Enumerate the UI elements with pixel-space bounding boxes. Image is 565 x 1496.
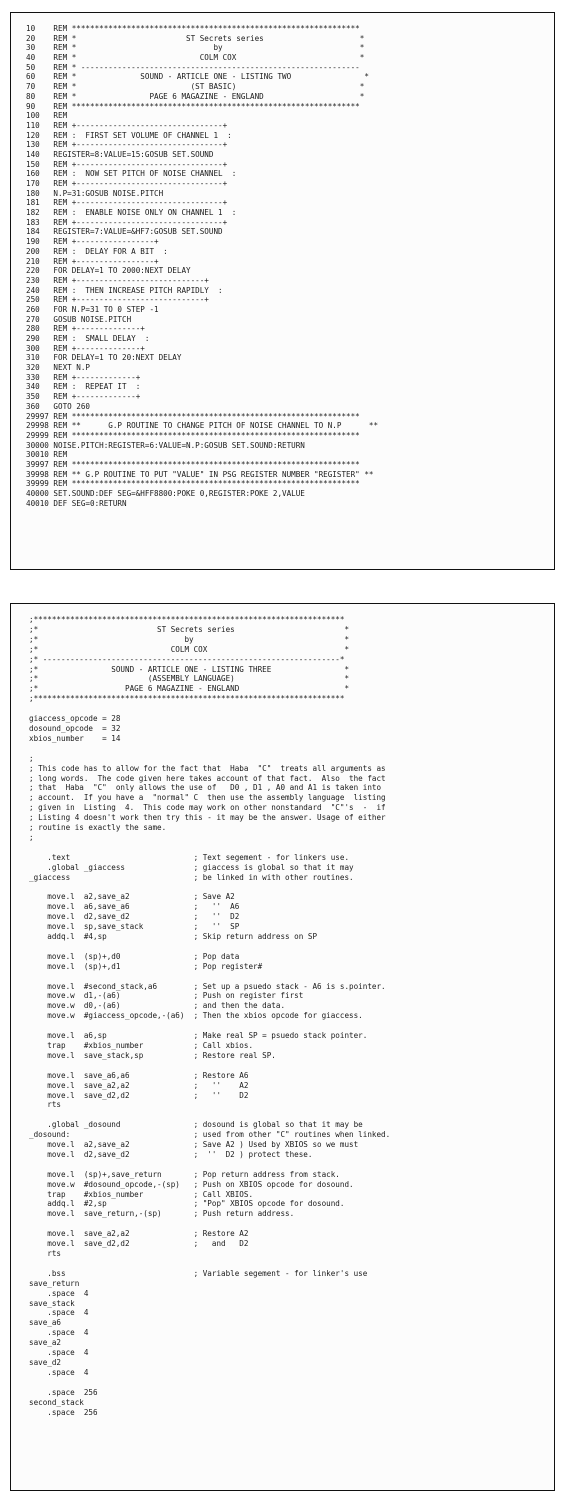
code-line: ;* -----------------------------------------------------------------*: [29, 654, 345, 664]
code-line: 30000 NOISE.PITCH:REGISTER=6:VALUE=N.P:GOSUB SET.SOUND:RETURN: [26, 440, 305, 450]
code-line: move.l save_a2,a2 ; Restore A2: [29, 1229, 249, 1239]
listing-two-code: [26, 24, 378, 508]
code-line: 70 REM * (ST BASIC) *: [26, 82, 365, 92]
code-line: ; This code has to allow for the fact that Haba "C" treats all arguments as: [29, 763, 386, 773]
code-line: addq.l #4,sp ; Skip return address on SP: [29, 932, 318, 941]
code-line: 20 REM * ST Secrets series *: [26, 33, 365, 43]
code-line: move.w #dosound_opcode,-(sp) ; Push on XBIOS opcode for dosound.: [29, 1179, 354, 1189]
code-line: ;********************************************************************: [29, 694, 345, 704]
code-line: ;********************************************************************: [29, 615, 345, 624]
code-line: move.l save_a2,a2 ; '' A2: [29, 1080, 249, 1090]
code-line: ;* ST Secrets series *: [29, 624, 350, 634]
code-line: addq.l #2,sp ; "Pop" XBIOS opcode for dosound.: [29, 1199, 345, 1209]
code-line: ; Listing 4 doesn't work then try this - it may be the answer. Usage of either: [29, 813, 386, 823]
code-line: 29999 REM ***************************************************************: [26, 430, 360, 440]
code-line: second_stack: [29, 1397, 84, 1407]
code-line: 230 REM +----------------------------+: [26, 275, 209, 285]
code-line: ;* by *: [29, 634, 350, 644]
code-line: move.l (sp)+,d1 ; Pop register#: [29, 961, 263, 971]
code-line: 40000 SET.SOUND:DEF SEG=&HFF8800:POKE 0,REGISTER:POKE 2,VALUE: [26, 489, 305, 498]
code-line: move.w d0,-(a6) ; and then the data.: [29, 1001, 286, 1011]
code-line: 29998 REM ** G.P ROUTINE TO CHANGE PITCH OF NOISE CHANNEL TO N.P **: [26, 421, 379, 431]
code-line: .space 4: [29, 1308, 89, 1318]
code-line: 170 REM +--------------------------------+: [26, 179, 228, 188]
code-line: 330 REM +-------------+: [26, 372, 141, 382]
code-line: 29997 REM ***************************************************************: [26, 411, 360, 421]
code-line: move.l a2,save_a2 ; Save A2 ) Used by XBIOS so we must: [29, 1140, 359, 1150]
code-line: trap #xbios_number ; Call XBIOS.: [29, 1189, 254, 1199]
code-line: move.l (sp)+,d0 ; Pop data: [29, 951, 240, 961]
code-line: ;* SOUND - ARTICLE ONE - LISTING THREE *: [29, 664, 350, 674]
code-line: 140 REGISTER=8:VALUE=15:GOSUB SET.SOUND: [26, 149, 214, 159]
code-line: .global _dosound ; dosound is global so that it may be: [29, 1120, 363, 1130]
code-line: 40010 DEF SEG=0:RETURN: [26, 498, 127, 508]
code-line: 360 GOTO 260: [26, 401, 91, 411]
code-line: 320 NEXT N.P: [26, 363, 91, 373]
code-line: move.l a2,save_a2 ; Save A2: [29, 892, 235, 902]
code-line: save_d2: [29, 1357, 62, 1367]
code-line: move.l d2,save_d2 ; '' D2 ) protect these.: [29, 1149, 313, 1159]
code-line: move.l save_d2,d2 ; '' D2: [29, 1090, 249, 1100]
code-line: 10 REM ***************************************************************: [26, 24, 360, 33]
code-line: 180 N.P=31:GOSUB NOISE.PITCH: [26, 188, 164, 198]
code-line: rts: [29, 1249, 62, 1258]
code-line: 50 REM * -------------------------------------------------------------: [26, 62, 360, 72]
code-line: 130 REM +--------------------------------+: [26, 140, 228, 150]
code-line: move.l #second_stack,a6 ; Set up a psuedo stack - A6 is s.pointer.: [29, 981, 386, 991]
code-line: ; long words. The code given here takes account of that fact. Also the fact: [29, 773, 386, 783]
code-line: ; given in Listing 4. This code may work on other nonstandard "C"'s - if: [29, 803, 386, 813]
code-line: 190 REM +-----------------+: [26, 237, 159, 247]
code-line: 39998 REM ** G.P ROUTINE TO PUT "VALUE" IN PSG REGISTER NUMBER "REGISTER" **: [26, 469, 374, 479]
code-line: 280 REM +--------------+: [26, 324, 145, 334]
listing-two-panel: [10, 12, 555, 570]
code-line: move.l save_stack,sp ; Restore real SP.: [29, 1050, 276, 1060]
code-line: 120 REM : FIRST SET VOLUME OF CHANNEL 1 :: [26, 130, 232, 140]
code-line: 200 REM : DELAY FOR A BIT :: [26, 246, 168, 256]
code-line: 150 REM +--------------------------------+: [26, 159, 228, 169]
code-line: ;* COLM COX *: [29, 644, 350, 654]
code-line: 100 REM: [26, 111, 68, 121]
code-line: save_a6: [29, 1318, 62, 1328]
code-line: ; that Haba "C" only allows the use of D0 , D1 , A0 and A1 is taken into: [29, 783, 382, 793]
code-line: 240 REM : THEN INCREASE PITCH RAPIDLY :: [26, 285, 223, 295]
code-line: move.l save_d2,d2 ; and D2: [29, 1239, 249, 1249]
code-line: 110 REM +--------------------------------+: [26, 120, 228, 130]
code-line: 160 REM : NOW SET PITCH OF NOISE CHANNEL :: [26, 169, 237, 179]
code-line: 30010 REM: [26, 450, 68, 460]
code-line: 350 REM +-------------+: [26, 392, 141, 402]
code-line: 220 FOR DELAY=1 TO 2000:NEXT DELAY: [26, 266, 191, 276]
code-line: move.l a6,sp ; Make real SP = psuedo stack pointer.: [29, 1031, 368, 1041]
code-line: 310 FOR DELAY=1 TO 20:NEXT DELAY: [26, 353, 182, 363]
code-line: move.l save_return,-(sp) ; Push return address.: [29, 1209, 295, 1219]
code-line: move.l d2,save_d2 ; '' D2: [29, 912, 240, 922]
code-line: ; routine is exactly the same.: [29, 823, 167, 833]
code-line: 40 REM * COLM COX *: [26, 53, 365, 63]
code-line: _giaccess ; be linked in with other routines.: [29, 872, 354, 882]
code-line: 210 REM +-----------------+: [26, 256, 159, 266]
code-line: .space 256: [29, 1387, 98, 1397]
code-line: .space 4: [29, 1367, 89, 1377]
code-line: ;: [29, 753, 34, 763]
code-line: move.w #giaccess_opcode,-(a6) ; Then the xbios opcode for giaccess.: [29, 1011, 363, 1021]
code-line: rts: [29, 1100, 62, 1110]
code-line: ; account. If you have a "normal" C then use the assembly language listing: [29, 793, 386, 803]
code-line: .space 256: [29, 1407, 98, 1417]
code-line: save_stack: [29, 1298, 75, 1308]
code-line: save_return: [29, 1278, 80, 1288]
code-line: 250 REM +----------------------------+: [26, 295, 209, 305]
listing-three-panel: [10, 603, 555, 1491]
code-line: _dosound: ; used from other "C" routines when linked.: [29, 1130, 391, 1140]
code-line: xbios_number = 14: [29, 733, 121, 743]
code-line: move.l (sp)+,save_return ; Pop return address from stack.: [29, 1169, 340, 1179]
code-line: 181 REM +--------------------------------+: [26, 198, 228, 208]
code-line: .bss ; Variable segement - for linker's use: [29, 1268, 368, 1278]
code-line: giaccess_opcode = 28: [29, 714, 121, 724]
code-line: save_a2: [29, 1338, 62, 1348]
code-line: .global _giaccess ; giaccess is global so that it may: [29, 862, 354, 872]
code-line: move.w d1,-(a6) ; Push on register first: [29, 991, 304, 1001]
code-line: 39999 REM ***************************************************************: [26, 479, 360, 489]
listing-three-code: [29, 615, 390, 1417]
code-line: 30 REM * by *: [26, 43, 365, 53]
code-line: 290 REM : SMALL DELAY :: [26, 334, 150, 343]
code-line: ;: [29, 832, 34, 842]
code-line: 182 REM : ENABLE NOISE ONLY ON CHANNEL 1 :: [26, 208, 237, 218]
code-line: 270 GOSUB NOISE.PITCH: [26, 314, 132, 324]
code-line: 184 REGISTER=7:VALUE=&HF7:GOSUB SET.SOUND: [26, 227, 223, 237]
code-line: 300 REM +--------------+: [26, 343, 145, 353]
code-line: move.l a6,save_a6 ; '' A6: [29, 902, 240, 912]
code-line: move.l save_a6,a6 ; Restore A6: [29, 1070, 249, 1080]
code-line: .space 4: [29, 1288, 89, 1298]
code-line: ;* (ASSEMBLY LANGUAGE) *: [29, 674, 350, 684]
code-line: 90 REM ***************************************************************: [26, 101, 360, 111]
code-line: 260 FOR N.P=31 TO 0 STEP -1: [26, 304, 159, 314]
code-line: 340 REM : REPEAT IT :: [26, 382, 141, 392]
code-line: trap #xbios_number ; Call xbios.: [29, 1040, 254, 1050]
code-line: 39997 REM ***************************************************************: [26, 459, 360, 469]
code-line: .text ; Text segement - for linkers use.: [29, 852, 350, 862]
code-line: 60 REM * SOUND - ARTICLE ONE - LISTING TWO *: [26, 72, 369, 82]
code-line: .space 4: [29, 1328, 89, 1338]
code-line: 80 REM * PAGE 6 MAGAZINE - ENGLAND *: [26, 91, 365, 101]
code-line: 183 REM +--------------------------------+: [26, 217, 228, 227]
code-line: dosound_opcode = 32: [29, 723, 121, 733]
code-line: .space 4: [29, 1348, 89, 1358]
code-line: move.l sp,save_stack ; '' SP: [29, 922, 240, 932]
code-line: ;* PAGE 6 MAGAZINE - ENGLAND *: [29, 684, 350, 694]
